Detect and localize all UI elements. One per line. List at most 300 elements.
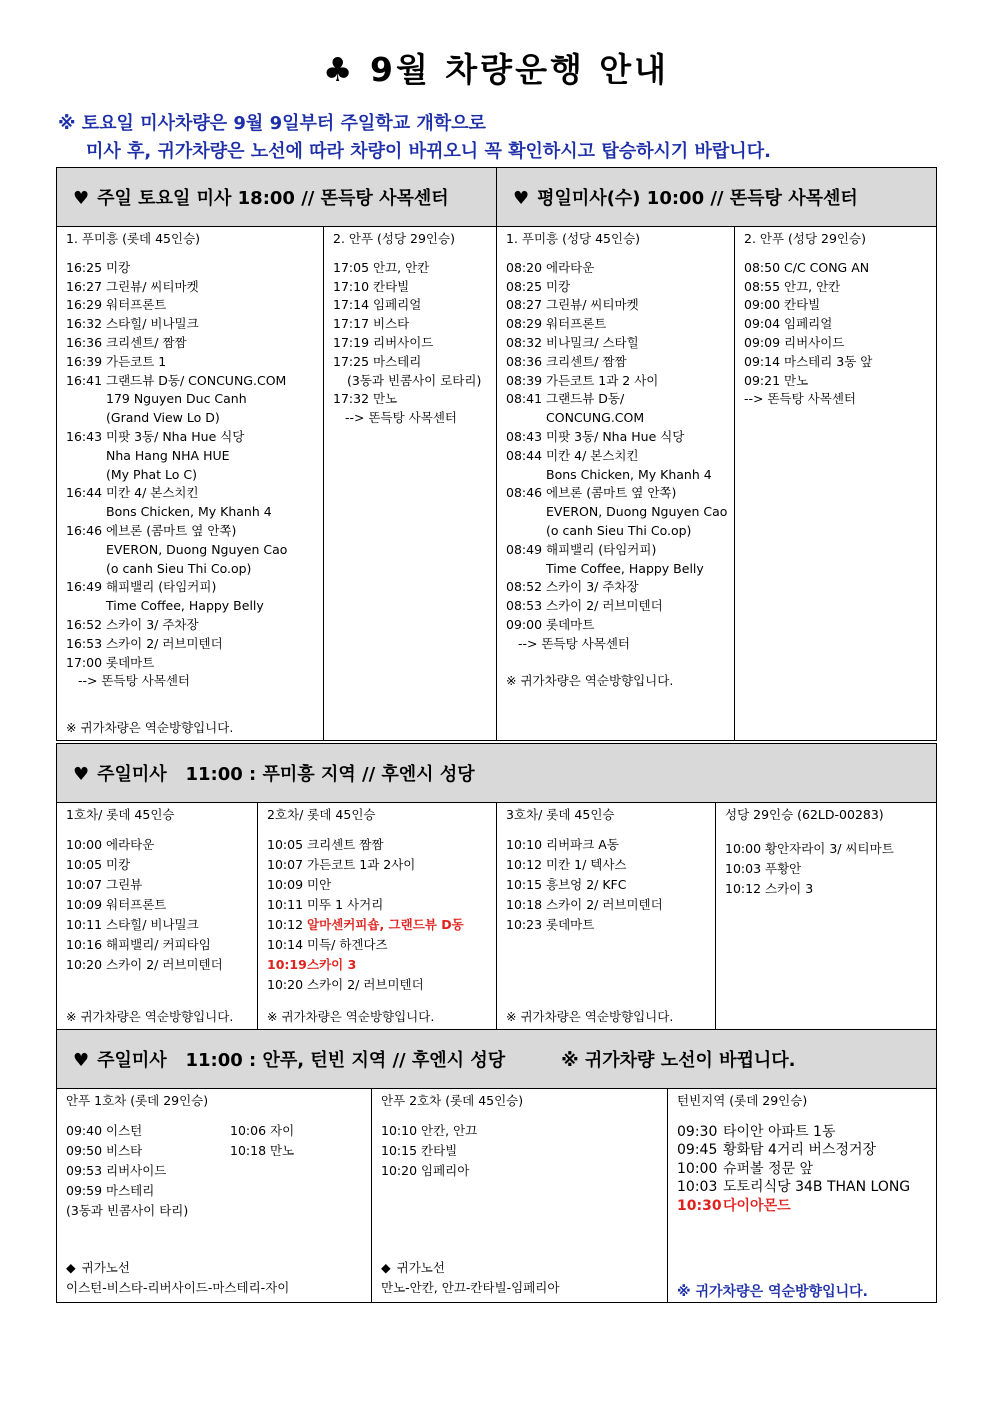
stop-row (230, 1121, 294, 1141)
return-route: ◆ 귀가노선 이스턴-비스타-리버사이드-마스테리-자이 (66, 1260, 290, 1295)
stop-time (506, 466, 546, 485)
stop-row (744, 259, 930, 278)
stop-row (66, 296, 317, 315)
route-caption: 안푸 1호차 (롯데 29인승) (66, 1093, 209, 1108)
route-caption: 안푸 2호차 (롯데 45인승) (381, 1093, 524, 1108)
stop-name: 비나밀크/ 스타힐 (546, 334, 639, 350)
route-column (497, 227, 734, 740)
section-header: ♥ 주일 토요일 미사 18:00 // 똔득탕 사목센터 (57, 168, 497, 227)
stop-time: 08:50 (744, 259, 781, 275)
stop-time: 09:00 (744, 297, 781, 313)
stop-time: 10:09 (66, 896, 103, 912)
stop-row (333, 353, 490, 372)
route-change-note: ※ 귀가차량 노선이 바뀝니다. (561, 1050, 796, 1071)
stop-row (506, 278, 728, 297)
section-header: ♥ 주일미사 11:00 : 안푸, 턴빈 지역 // 후엔시 성당 ※ 귀가차량 노선이 바뀝니다. (57, 1030, 937, 1089)
stop-time (66, 466, 106, 485)
stop-time (506, 503, 546, 522)
stop-row (267, 855, 490, 875)
stop-time: 10:07 (267, 856, 304, 872)
stop-row (744, 334, 930, 353)
stop-name: 스카이 2/ 러브미텐더 (546, 896, 663, 912)
stop-name: 미득/ 하겐다즈 (307, 936, 388, 952)
stop-time: 16:46 (66, 522, 103, 538)
stop-time: 08:55 (744, 278, 781, 294)
stop-name: 황안자라이 3/ 씨티마트 (765, 840, 894, 856)
stop-row (267, 975, 490, 995)
stop-row (677, 1178, 930, 1197)
diamond-icon: ◆ (66, 1260, 76, 1275)
stop-row (267, 895, 490, 915)
stop-time (506, 560, 546, 579)
stop-name: 리버사이드 (373, 334, 434, 350)
stop-time: 16:44 (66, 485, 103, 501)
stop-time: 17:17 (333, 316, 370, 332)
stop-time: 16:39 (66, 353, 103, 369)
stop-row (381, 1141, 661, 1161)
stop-row (506, 895, 709, 915)
stop-name: 워터프론트 (546, 316, 607, 332)
stop-name: 가든코트 1 (106, 353, 167, 369)
stop-name: 비스타 (106, 1142, 143, 1158)
stop-time: 17:19 (333, 334, 370, 350)
stop-time: 09:45 (677, 1142, 718, 1159)
stop-time: 16:25 (66, 259, 103, 275)
stop-time: 08:29 (506, 316, 543, 332)
route-caption: 성당 29인승 (62LD-00283) (725, 807, 884, 822)
stop-time: 08:20 (506, 259, 543, 275)
stop-row (66, 1141, 230, 1161)
stop-name: 미칸 1/ 텍사스 (546, 856, 627, 872)
stop-row (333, 296, 490, 315)
stop-row (744, 353, 930, 372)
stop-row (66, 1181, 230, 1201)
stop-time: 16:53 (66, 635, 103, 651)
diamond-icon: ◆ (381, 1260, 391, 1275)
stop-row (506, 372, 728, 391)
stop-name: 스카이 2/ 러브미텐더 (106, 635, 223, 651)
stop-time: 10:12 (725, 880, 762, 896)
route-destination: --> 똔득탕 사목센터 (345, 410, 457, 426)
heart-icon: ♥ (73, 188, 90, 209)
stop-time: 10:23 (506, 916, 543, 932)
stop-name: 타이안 아파트 1동 (723, 1123, 836, 1140)
stop-name: 미캉 (106, 259, 131, 275)
page-title: ♣ 9월 차량운행 안내 (322, 50, 670, 89)
stop-time: 08:27 (506, 297, 543, 313)
heart-icon: ♥ (73, 764, 90, 785)
stop-row (66, 955, 251, 975)
stop-name: C/C CONG AN (784, 259, 870, 275)
route-column (57, 227, 323, 740)
route-column (372, 1089, 667, 1302)
stop-time: 08:36 (506, 353, 543, 369)
stop-time: 10:03 (677, 1179, 718, 1196)
stop-time: 10:12 (506, 856, 543, 872)
stop-name: EVERON, Duong Nguyen Cao (106, 541, 288, 557)
stop-time: 08:49 (506, 541, 543, 557)
stop-row (66, 654, 317, 673)
stop-row (66, 334, 317, 353)
return-note: ※ 귀가차량은 역순방향입니다. (677, 1284, 868, 1301)
stop-name: 흥브엉 2/ KFC (546, 876, 627, 892)
route-column (735, 227, 936, 411)
stop-name: 그랜드뷰 D동/ (546, 391, 625, 407)
stop-time: 16:41 (66, 372, 103, 388)
stop-time: 09:40 (66, 1122, 103, 1138)
stop-name: (Grand View Lo D) (106, 410, 220, 426)
stop-time: 08:53 (506, 598, 543, 614)
stop-row (66, 278, 317, 297)
stop-name: 스카이 3/ 주차장 (106, 616, 199, 632)
stop-name: 마스테리 (373, 353, 422, 369)
stop-row (506, 541, 728, 560)
stop-row (333, 259, 490, 278)
stop-name: 에라타운 (106, 836, 155, 852)
stop-row (506, 259, 728, 278)
route-caption: 2. 안푸 (성당 29인승) (744, 231, 866, 246)
stop-name: 해피밸리 (타임커피) (546, 541, 657, 557)
section-header: ♥ 주일미사 11:00 : 푸미흥 지역 // 후엔시 성당 (57, 744, 937, 803)
stop-time: 10:14 (267, 936, 304, 952)
stop-time (66, 597, 106, 616)
stop-row (506, 466, 728, 485)
stop-time: 09:53 (66, 1162, 103, 1178)
stop-time: 09:14 (744, 353, 781, 369)
stop-row (506, 503, 728, 522)
stop-name: 해피밸리/ 커피타임 (106, 936, 211, 952)
stop-time: 17:10 (333, 278, 370, 294)
stop-time: 10:16 (66, 936, 103, 952)
stop-name: 스카이 2/ 러브미텐더 (307, 976, 424, 992)
stop-name: 롯데마트 (106, 654, 155, 670)
return-route: ◆ 귀가노선 만노-안칸, 안끄-칸타빌-임페리아 (381, 1260, 560, 1295)
stop-time: 10:00 (677, 1160, 718, 1177)
stop-name: Nha Hang NHA HUE (106, 447, 230, 463)
stop-time: 10:18 (506, 896, 543, 912)
route-destination: --> 똔득탕 사목센터 (78, 673, 190, 689)
stop-time: 16:43 (66, 428, 103, 444)
stop-row (506, 390, 728, 409)
stop-row (66, 1121, 230, 1141)
stop-name: 임페리얼 (373, 297, 422, 313)
route-caption: 1호차/ 롯데 45인승 (66, 807, 175, 822)
stop-name: 마스테리 (106, 1182, 155, 1198)
stop-time: 10:06 (230, 1122, 267, 1138)
stop-row (66, 875, 251, 895)
stop-row (66, 353, 317, 372)
stop-name: Bons Chicken, My Khanh 4 (546, 466, 712, 482)
stop-name: 그린뷰/ 씨티마켓 (106, 278, 199, 294)
stop-name: 미칸 4/ 본스치킨 (106, 485, 199, 501)
section-sunday-anphu (56, 1029, 937, 1303)
stop-name: 칸타빌 (373, 278, 410, 294)
return-note: ※ 귀가차량은 역순방향입니다. (267, 1009, 435, 1025)
stop-name: 179 Nguyen Duc Canh (106, 391, 247, 407)
stop-time (66, 409, 106, 428)
stop-row (66, 428, 317, 447)
stop-name: 칸타빌 (421, 1142, 458, 1158)
stop-name: 미안 (307, 876, 332, 892)
stop-name: 이스턴 (106, 1122, 143, 1138)
section-sunday-phumyhung (56, 743, 937, 1030)
stop-time: 16:32 (66, 316, 103, 332)
stop-time (66, 447, 106, 466)
stop-time: 17:00 (66, 654, 103, 670)
route-caption: 1. 푸미흥 (롯데 45인승) (66, 231, 201, 246)
stop-row: 17:32 만노 (333, 391, 398, 407)
route-destination: --> 똔득탕 사목센터 (518, 635, 630, 651)
stop-name: 푸황안 (765, 860, 802, 876)
stop-name: 임페리얼 (784, 316, 833, 332)
stop-row (506, 353, 728, 372)
stop-row (66, 1161, 230, 1181)
stop-time: 08:52 (506, 579, 543, 595)
route-column (324, 227, 496, 430)
stop-row (677, 1160, 930, 1179)
stop-row (677, 1141, 930, 1160)
stop-time: 10:20 (267, 976, 304, 992)
stop-name: 그린뷰/ 씨티마켓 (546, 297, 639, 313)
stop-row (66, 259, 317, 278)
stop-name: 에브론 (콤마트 옆 안쪽) (546, 485, 677, 501)
stop-time: 10:09 (267, 876, 304, 892)
route-column (668, 1089, 936, 1302)
stop-name: 도토리식당 34B THAN LONG (723, 1179, 911, 1196)
stop-row (677, 1123, 930, 1142)
stop-row (66, 635, 317, 654)
stop-name: 스카이 3/ 주차장 (546, 579, 639, 595)
stop-time: 09:59 (66, 1182, 103, 1198)
section-saturday-weekday (56, 167, 937, 741)
stop-time (66, 503, 106, 522)
stop-row (66, 484, 317, 503)
stop-row (506, 915, 709, 935)
notice-line-2: 미사 후, 귀가차량은 노선에 따라 차량이 바뀌오니 꼭 확인하시고 탑승하시기 바랍니다. (86, 141, 771, 162)
notice (58, 110, 771, 166)
stop-row (66, 935, 251, 955)
stop-name: 해피밸리 (타임커피) (106, 579, 217, 595)
stop-row (506, 875, 709, 895)
route-caption: 1. 푸미흥 (성당 45인승) (506, 231, 641, 246)
stop-row: 10:30 다이아몬드 (677, 1197, 791, 1214)
stop-time: 10:11 (66, 916, 103, 932)
stop-name: 스카이 2/ 러브미텐더 (546, 598, 663, 614)
stop-time: 10:11 (267, 896, 304, 912)
stop-row (333, 278, 490, 297)
stop-time: 10:20 (381, 1162, 418, 1178)
stop-time: 10:07 (66, 876, 103, 892)
stop-name: 안끄, 안칸 (784, 278, 841, 294)
route-column (57, 803, 257, 1029)
stop-row (66, 503, 317, 522)
stop-row (725, 839, 930, 859)
stop-time: 10:10 (381, 1122, 418, 1138)
stop-name: 미캉 (106, 856, 131, 872)
stop-time: 16:27 (66, 278, 103, 294)
stop-time: 16:36 (66, 334, 103, 350)
stop-row (66, 560, 317, 579)
stop-row (66, 409, 317, 428)
stop-name: 가든코트 1과 2사이 (307, 856, 416, 872)
stop-name: 가든코트 1과 2 사이 (546, 372, 659, 388)
stop-name: 리버사이드 (106, 1162, 167, 1178)
stop-row (66, 597, 317, 616)
stop-name: 워터프론트 (106, 896, 167, 912)
route-note: (3동과 빈콤사이 타리) (66, 1202, 189, 1218)
stop-time: 17:05 (333, 259, 370, 275)
stop-time: 09:21 (744, 372, 781, 388)
stop-name: 비스타 (373, 316, 410, 332)
stop-row (66, 895, 251, 915)
stop-time: 08:44 (506, 447, 543, 463)
stop-name: (o canh Sieu Thi Co.op) (106, 560, 252, 576)
stop-row (66, 372, 317, 391)
stop-row (506, 597, 728, 616)
return-note: ※ 귀가차량은 역순방향입니다. (66, 720, 234, 736)
stop-name: 그랜드뷰 D동/ CONCUNG.COM (106, 372, 287, 388)
stop-name: 안칸, 안끄 (421, 1122, 478, 1138)
stop-time: 08:46 (506, 485, 543, 501)
return-note: ※ 귀가차량은 역순방향입니다. (506, 1009, 674, 1025)
stop-row (506, 578, 728, 597)
stop-row (66, 390, 317, 409)
stop-row (744, 296, 930, 315)
stop-time (66, 541, 106, 560)
stop-name: 스카이 2/ 러브미텐더 (106, 956, 223, 972)
stop-name: 크리센트/ 짬짬 (106, 334, 187, 350)
stop-time: 10:10 (506, 836, 543, 852)
stop-name: Time Coffee, Happy Belly (546, 560, 704, 576)
stop-time: 17:14 (333, 297, 370, 313)
stop-name: EVERON, Duong Nguyen Cao (546, 504, 728, 520)
stop-row (66, 578, 317, 597)
stop-name: 미팟 3동/ Nha Hue 식당 (106, 428, 245, 444)
route-note: (3동과 빈콤사이 로타리) (347, 372, 482, 388)
stop-name: 안끄, 안칸 (373, 259, 430, 275)
stop-name: 리버사이드 (784, 334, 845, 350)
stop-row (381, 1121, 661, 1141)
stop-name: CONCUNG.COM (546, 410, 645, 426)
stop-name: 미뚜 1 사거리 (307, 896, 384, 912)
stop-row (506, 522, 728, 541)
stop-row (744, 278, 930, 297)
stop-name: 크리센트 짬짬 (307, 836, 384, 852)
stop-row (506, 855, 709, 875)
stop-time: 08:43 (506, 428, 543, 444)
stop-time: 10:15 (506, 876, 543, 892)
stop-time (66, 390, 106, 409)
stop-time: 08:25 (506, 278, 543, 294)
stop-time: 10:03 (725, 860, 762, 876)
stop-time: 16:49 (66, 579, 103, 595)
stop-row (66, 915, 251, 935)
stop-name: 칸타빌 (784, 297, 821, 313)
stop-time: 09:00 (506, 616, 543, 632)
stop-row (506, 296, 728, 315)
stop-name: 에브론 (콤마트 옆 안쪽) (106, 522, 237, 538)
stop-row: 10:19 스카이 3 (267, 956, 357, 972)
stop-name: 리버파크 A동 (546, 836, 619, 852)
stop-name: 에라타운 (546, 259, 595, 275)
stop-name: 롯데마트 (546, 916, 595, 932)
route-caption: 3호차/ 롯데 45인승 (506, 807, 615, 822)
stop-name: (o canh Sieu Thi Co.op) (546, 522, 692, 538)
stop-name: 미칸 4/ 본스치킨 (546, 447, 639, 463)
stop-name: 미캉 (546, 278, 571, 294)
stop-name: (My Phat Lo C) (106, 466, 197, 482)
stop-time (66, 560, 106, 579)
stop-row (506, 484, 728, 503)
stop-name: 워터프론트 (106, 297, 167, 313)
stop-row (66, 447, 317, 466)
stop-row (66, 855, 251, 875)
stop-name: 황화탐 4거리 버스정거장 (723, 1142, 877, 1159)
stop-name: 스타힐/ 비나밀크 (106, 916, 199, 932)
stop-row (267, 935, 490, 955)
stop-time: 09:04 (744, 316, 781, 332)
stop-row: 10:12 알마센커피숍, 그랜드뷰 D동 (267, 916, 464, 932)
stop-row (725, 859, 930, 879)
stop-time (506, 522, 546, 541)
return-note: ※ 귀가차량은 역순방향입니다. (66, 1009, 234, 1025)
stop-name: 스카이 3 (765, 880, 814, 896)
stop-row (506, 835, 709, 855)
stop-name: 슈퍼볼 정문 앞 (723, 1160, 814, 1177)
stop-time: 16:52 (66, 616, 103, 632)
stop-row (66, 522, 317, 541)
stop-name: 크리센트/ 짬짬 (546, 353, 627, 369)
stop-name: 그린뷰 (106, 876, 143, 892)
route-caption: 2호차/ 롯데 45인승 (267, 807, 376, 822)
stop-row (725, 879, 930, 899)
stop-name: 미팟 3동/ Nha Hue 식당 (546, 428, 685, 444)
stop-time: 10:00 (66, 836, 103, 852)
stop-name: 만노 (270, 1142, 295, 1158)
stop-name: Time Coffee, Happy Belly (106, 598, 264, 614)
stop-time: 08:32 (506, 334, 543, 350)
route-column (258, 803, 496, 1029)
stop-row (267, 875, 490, 895)
stop-time: 09:50 (66, 1142, 103, 1158)
stop-row (333, 315, 490, 334)
return-note: ※ 귀가차량은 역순방향입니다. (506, 672, 674, 688)
stop-time: 16:29 (66, 297, 103, 313)
stop-row (744, 315, 930, 334)
route-destination: --> 똔득탕 사목센터 (744, 391, 856, 407)
stop-name: 만노 (784, 372, 809, 388)
stop-time: 10:05 (267, 836, 304, 852)
stop-name: Bons Chicken, My Khanh 4 (106, 504, 272, 520)
stop-time (506, 409, 546, 428)
route-column (57, 1089, 371, 1302)
stop-row (66, 616, 317, 635)
stop-name: 롯데마트 (546, 616, 595, 632)
stop-row (381, 1161, 661, 1181)
stop-row (66, 315, 317, 334)
stop-name: 스타힐/ 비나밀크 (106, 316, 199, 332)
stop-row (744, 372, 930, 391)
stop-time: 08:41 (506, 391, 543, 407)
stop-name: 자이 (270, 1122, 295, 1138)
stop-row (230, 1141, 294, 1161)
heart-icon: ♥ (513, 188, 530, 209)
route-column (716, 803, 936, 901)
stop-name: 임페리아 (421, 1162, 470, 1178)
stop-row (506, 334, 728, 353)
stop-time: 10:15 (381, 1142, 418, 1158)
stop-row (66, 835, 251, 855)
